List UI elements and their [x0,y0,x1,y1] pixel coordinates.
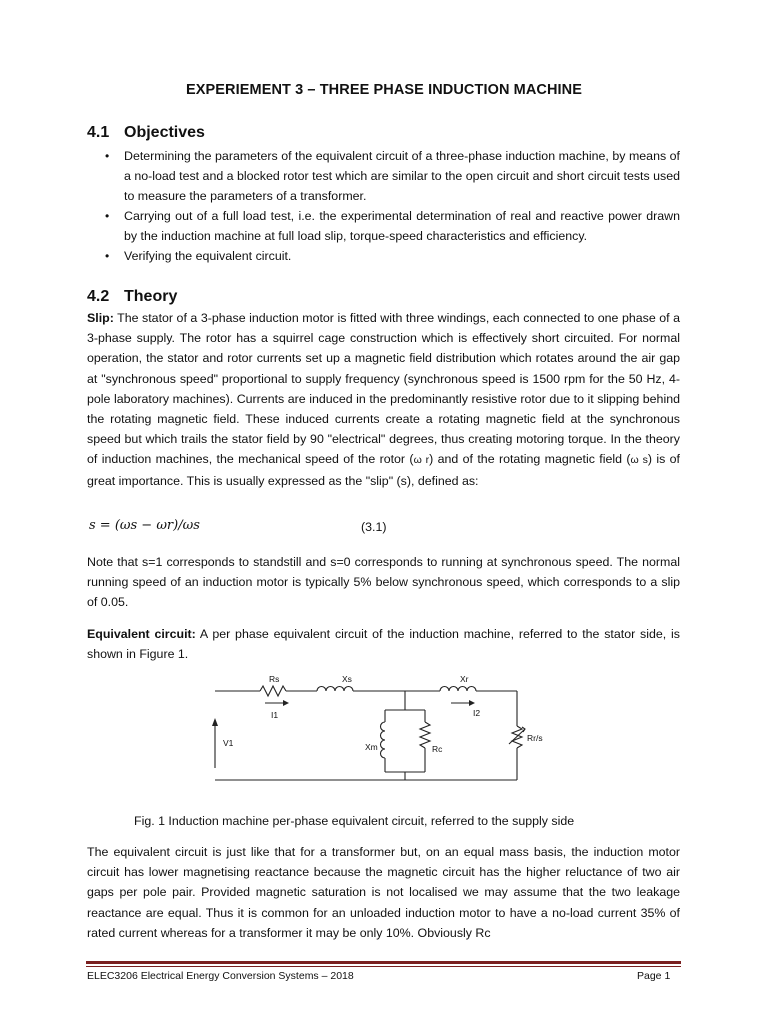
paragraph-text: The stator of a 3-phase induction motor is fitted with three windings, each connected to one phase of a 3-phase supply. The rotor has a squirrel cage construction which is effectively short circuited. For normal operation, the stator and rotor currents set up a magnetic field distribution which rotates around the air gap at "synchronous speed" proportional to supply frequency (synchronous speed is 1500 rpm for the 50 Hz, 4-pole laboratory machines). Currents are induced in the predominantly resistive rotor due to it slipping behind the rotating magnetic field. These induced currents create a rotating magnetic field at the synchronous speed but which trails the stator field by 90 "electrical" degrees, thus creating motoring torque. In the theory of induction machines, the mechanical speed of the rotor ( [87,311,680,467]
footer-course-title: ELEC3206 Electrical Energy Conversion Systems – 2018 [87,970,354,982]
rc-resistor [420,722,430,748]
section-heading-theory [87,288,177,306]
slip-equation: s = (ωs − ωr)/ωs [89,518,200,533]
xs-label: Xs [342,674,352,684]
section-title: Objectives [124,124,205,141]
rr-s-label: Rr/s [527,733,543,743]
slip-paragraph [87,308,680,491]
section-heading-objectives [87,124,205,142]
equivalent-circuit-label: Equivalent circuit: [87,627,196,641]
page-number: Page 1 [637,970,671,982]
xm-label: Xm [365,742,378,752]
section-number: 4.1 [87,124,110,141]
list-item: • Verifying the equivalent circuit. [105,246,680,266]
equivalent-circuit-paragraph [87,624,680,664]
paragraph-text: A per phase equivalent circuit of the induction machine, referred to the stator side, is shown in Figure 1. [87,627,680,662]
rs-label: Rs [269,674,280,684]
v1-label: V1 [223,738,234,748]
omega-r-symbol: ω r [413,454,430,467]
section-title: Theory [124,288,178,305]
xs-inductor [317,687,353,692]
objectives-list [105,146,680,266]
note-paragraph: Note that s=1 corresponds to standstill and s=0 corresponds to running at synchronous speed. The normal running speed of an induction motor is typically 5% below synchronous speed, which corresponds to a slip of 0.05. [87,555,680,610]
footer-rule-thin [86,966,681,967]
footer-rule [86,961,681,964]
paragraph-text: ) and of the rotating magnetic field ( [429,452,631,467]
xm-inductor [381,722,386,758]
section-number: 4.2 [87,288,110,305]
xr-label: Xr [460,674,469,684]
rs-resistor [260,686,286,696]
paragraph-text: ) is of great importance. This is usually expressed as the "slip" (s), defined as: [87,452,680,488]
closing-paragraph: The equivalent circuit is just like that for a transformer but, on an equal mass basis, the induction motor circuit has lower magnetising reactance because the magnetic circuit has the higher reluctance of two air gaps per pole pair. Provided magnetic saturation is not localised we may assume that the two leakage reactance are equal. Thus it is common for an unloaded induction motor to have a no-load current 35% of rated current whereas for a transformer it may be only 10%. Obviously Rc [87,845,680,940]
figure-caption: Fig. 1 Induction machine per-phase equivalent circuit, referred to the supply side [134,814,575,828]
list-item: • Carrying out of a full load test, i.e. the experimental determination of real and reactive power drawn by the induction machine at full load slip, torque-speed characteristics and efficiency. [105,206,680,246]
equation-number: (3.1) [361,520,387,534]
xr-inductor [440,687,476,692]
rc-label: Rc [432,744,443,754]
equivalent-circuit-diagram [205,668,545,790]
document-title: EXPERIEMENT 3 – THREE PHASE INDUCTION MACHINE [185,82,583,98]
i2-label: I2 [473,708,481,718]
i1-label: I1 [271,710,279,720]
omega-s-symbol: ω s [630,454,648,467]
slip-label: Slip: [87,311,114,325]
list-item: • Determining the parameters of the equivalent circuit of a three-phase induction machine, by means of a no-load test and a blocked rotor test which are similar to the open circuit and short circuit tests used to measure the parameters of a transformer. [105,146,680,206]
